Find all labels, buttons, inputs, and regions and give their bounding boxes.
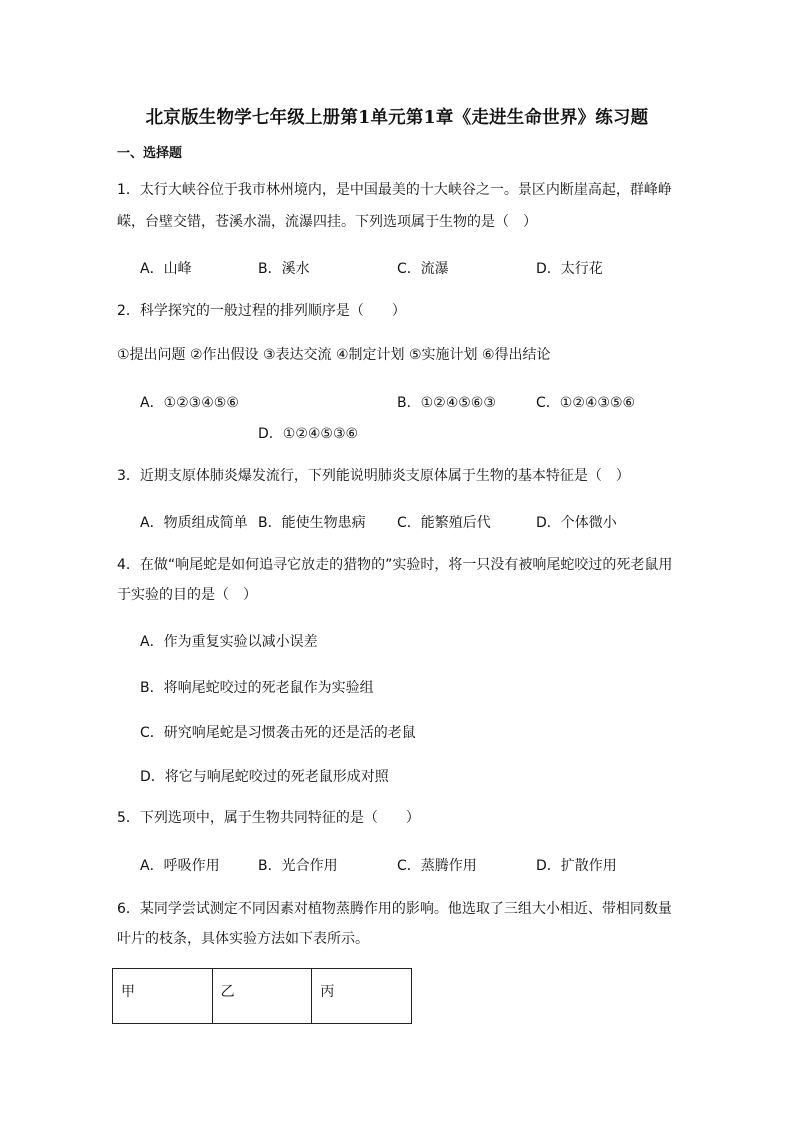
section-heading: 一、选择题 xyxy=(117,146,183,161)
question-2-line-2: ①提出问题 ②作出假设 ③表达交流 ④制定计划 ⑤实施计划 ⑥得出结论 xyxy=(117,347,551,363)
question-2-option-d: D．①②④⑤③⑥ xyxy=(258,426,359,442)
question-4-option-c: C．研究响尾蛇是习惯袭击死的还是活的老鼠 xyxy=(140,725,416,741)
question-3-option-c: C．能繁殖后代 xyxy=(397,515,491,531)
question-2-option-c: C．①②④③⑤⑥ xyxy=(536,395,636,411)
question-4-option-a: A．作为重复实验以减小误差 xyxy=(140,634,318,650)
table-cell-yi: 乙 xyxy=(212,969,312,1024)
question-4-option-b: B．将响尾蛇咬过的死老鼠作为实验组 xyxy=(140,680,374,696)
question-2-option-a: A．①②③④⑤⑥ xyxy=(140,395,239,411)
question-1-option-a: A．山峰 xyxy=(140,261,192,277)
question-1-line-2: 嵘，台壁交错，苍溪水湍，流瀑四挂。下列选项属于生物的是（ ） xyxy=(117,214,537,230)
experiment-table xyxy=(112,968,412,1024)
question-2-line-1: 2．科学探究的一般过程的排列顺序是（ ） xyxy=(117,303,406,319)
question-2-option-b: B．①②④⑤⑥③ xyxy=(397,395,496,411)
question-5-option-a: A．呼吸作用 xyxy=(140,858,220,874)
question-1-line-1: 1．太行大峡谷位于我市林州境内，是中国最美的十大峡谷之一。景区内断崖高起，群峰峥 xyxy=(117,182,672,198)
table-cell-bing: 丙 xyxy=(312,969,412,1024)
question-6-line-2: 叶片的枝条，具体实验方法如下表所示。 xyxy=(117,931,369,947)
question-1-option-b: B．溪水 xyxy=(258,261,310,277)
question-1-option-d: D．太行花 xyxy=(536,261,603,277)
question-5-option-c: C．蒸腾作用 xyxy=(397,858,477,874)
question-3-line-1: 3．近期支原体肺炎爆发流行，下列能说明肺炎支原体属于生物的基本特征是（ ） xyxy=(117,468,630,484)
page-title: 北京版生物学七年级上册第1单元第1章《走进生命世界》练习题 xyxy=(145,108,649,128)
question-5-line-1: 5．下列选项中，属于生物共同特征的是（ ） xyxy=(117,810,420,826)
question-4-line-1: 4．在做“响尾蛇是如何追寻它放走的猎物的”实验时，将一只没有被响尾蛇咬过的死老鼠用 xyxy=(117,557,673,573)
question-1-option-c: C．流瀑 xyxy=(397,261,449,277)
table-row xyxy=(113,969,412,1024)
question-5-option-b: B．光合作用 xyxy=(258,858,338,874)
question-3-option-a: A．物质组成简单 xyxy=(140,515,248,531)
table-cell-jia: 甲 xyxy=(113,969,213,1024)
question-6-line-1: 6．某同学尝试测定不同因素对植物蒸腾作用的影响。他选取了三组大小相近、带相同数量 xyxy=(117,901,672,917)
question-4-line-2: 于实验的目的是（ ） xyxy=(117,587,257,603)
question-3-option-b: B．能使生物患病 xyxy=(258,515,366,531)
question-5-option-d: D．扩散作用 xyxy=(536,858,617,874)
question-3-option-d: D．个体微小 xyxy=(536,515,617,531)
question-4-option-d: D．将它与响尾蛇咬过的死老鼠形成对照 xyxy=(140,769,389,785)
